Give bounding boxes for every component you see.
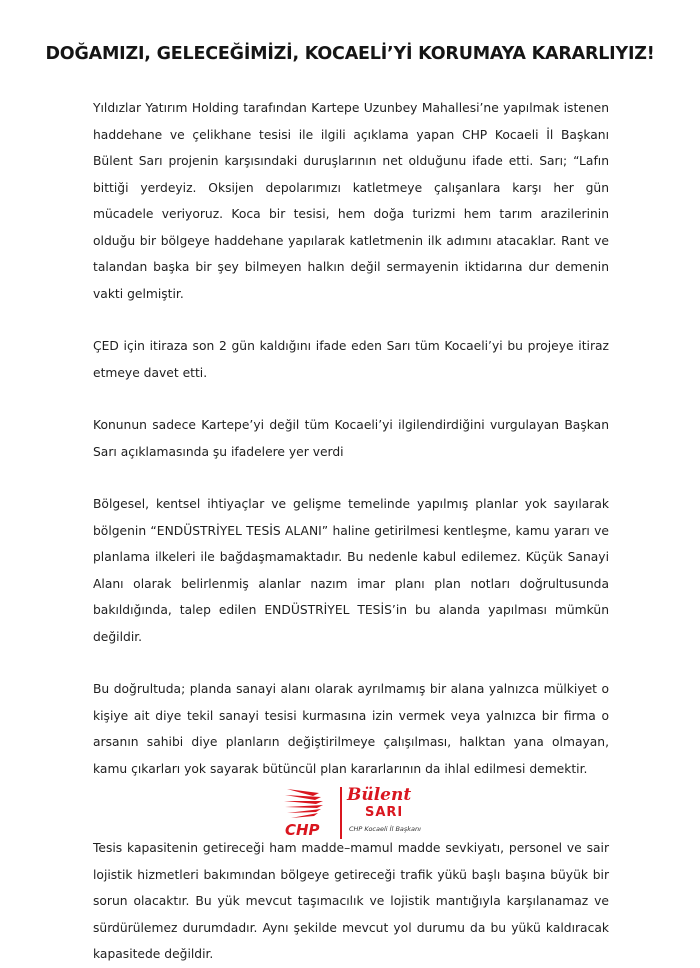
signature-subtitle: CHP Kocaeli İl Başkanı [349, 825, 421, 833]
paragraph-3: Konunun sadece Kartepe’yi değil tüm Kocaeli’yi ilgilendirdiğini vurgulayan Başkan Sarı açıklamasında şu ifadelere yer verdi [93, 418, 609, 459]
six-arrows-icon [284, 789, 323, 818]
chp-logo-text: CHP [285, 821, 320, 839]
signature-divider [340, 787, 342, 839]
signature-block [283, 783, 433, 843]
signature-surname: SARI [365, 805, 404, 820]
chp-logo [283, 783, 335, 841]
signature-first-name: Bülent [347, 785, 412, 805]
document-title: DOĞAMIZI, GELECEĞİMİZİ, KOCAELİ’Yİ KORUMAYA KARARLIYIZ! [45, 44, 655, 64]
paragraph-2: ÇED için itiraza son 2 gün kaldığını ifade eden Sarı tüm Kocaeli’yi bu projeye itiraz etmeye davet etti. [93, 339, 609, 380]
paragraph-1: Yıldızlar Yatırım Holding tarafından Kartepe Uzunbey Mahallesi’ne yapılmak istenen haddehane ve çelikhane tesisi ile ilgili açıklama yapan CHP Kocaeli İl Başkanı Bülent Sarı projenin karşısındaki duruşlarının net olduğunu ifade etti. Sarı; “Lafın bittiği yerdeyiz. Oksijen depolarımızı katletmeye çalışanlara karşı her gün mücadele veriyoruz. Koca bir tesisi, hem doğa turizmi hem tarım arazilerinin olduğu bir bölgeye haddehane yapılarak katletmenin ilk adımını atacaklar. Rant ve talandan başka bir şey bilmeyen halkın değil sermayenin iktidarına dur demenin vakti gelmiştir. [93, 101, 609, 301]
paragraph-4: Bölgesel, kentsel ihtiyaçlar ve gelişme temelinde yapılmış planlar yok sayılarak bölgenin “ENDÜSTRİYEL TESİS ALANI” haline getirilmesi kentleşme, kamu yararı ve planlama ilkeleri ile bağdaşmamaktadır. Bu nedenle kabul edilemez. Küçük Sanayi Alanı olarak belirlenmiş alanlar nazım imar planı plan notları doğrultusunda bakıldığında, talep edilen ENDÜSTRİYEL TESİS’in bu alanda yapılması mümkün değildir. [93, 497, 609, 644]
paragraph-5: Bu doğrultuda; planda sanayi alanı olarak ayrılmamış bir alana yalnızca mülkiyet o kişiye ait diye tekil sanayi tesisi kurmasına izin vermek veya yalnızca bir firma o arsanın sahibi diye planların değiştirilmeye çalışılması, halktan yana olmayan, kamu çıkarları yok sayarak bütüncül plan kararlarının da ihlal edilmesi demektir. [93, 682, 609, 776]
paragraph-6: Tesis kapasitenin getireceği ham madde–mamul madde sevkiyatı, personel ve sair lojistik hizmetleri bakımından bölgeye getireceği trafik yükü başlı başına büyük bir sorun olacaktır. Bu yük mevcut taşımacılık ve lojistik mantığıyla karşılanamaz ve sürdürülemez durumdadır. Aynı şekilde mevcut yol durumu da bu yükü kaldıracak kapasitede değildir. [93, 841, 609, 961]
